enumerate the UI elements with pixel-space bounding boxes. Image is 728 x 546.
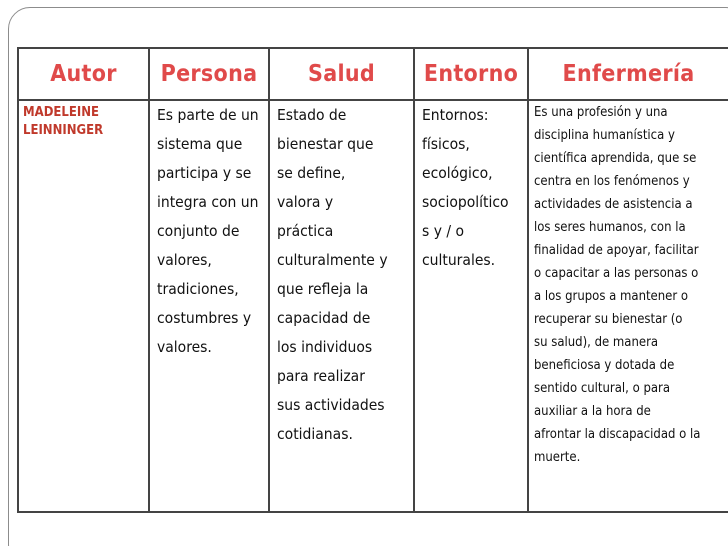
- header-row: [18, 48, 728, 100]
- table-row: [18, 100, 728, 512]
- autor-name: MADELEINE LEINNINGER: [23, 105, 104, 138]
- header-autor: Autor: [18, 48, 149, 100]
- header-salud: Salud: [269, 48, 414, 100]
- cell-salud: [269, 100, 414, 512]
- persona-text: Es parte de un sistema que participa y se integra con un conjunto de valores, tradiciones, costumbres y valores.: [157, 106, 259, 356]
- header-persona: Persona: [149, 48, 269, 100]
- header-enfermeria: Enfermería: [528, 48, 728, 100]
- entorno-text: Entornos: físicos, ecológico, sociopolítico s y / o culturales.: [422, 106, 509, 269]
- cell-autor: [18, 100, 149, 512]
- header-entorno: Entorno: [414, 48, 528, 100]
- salud-text: Estado de bienestar que se define, valora y práctica culturalmente y que refleja la capacidad de los individuos para realizar sus actividades cotidianas.: [277, 106, 388, 443]
- concept-table: [17, 47, 728, 513]
- cell-persona: [149, 100, 269, 512]
- enfermeria-text: Es una profesión y una disciplina humanística y científica aprendida, que se centra en los fenómenos y actividades de asistencia a los seres humanos, con la finalidad de apoyar, facilitar o capacitar a las personas o a los grupos a mantener o recuperar su bienestar (o su salud), de manera beneficiosa y dotada de sentido cultural, o para auxiliar a la hora de afrontar la discapacidad o la muerte.: [534, 105, 701, 465]
- cell-entorno: [414, 100, 528, 512]
- cell-enfermeria: [528, 100, 728, 512]
